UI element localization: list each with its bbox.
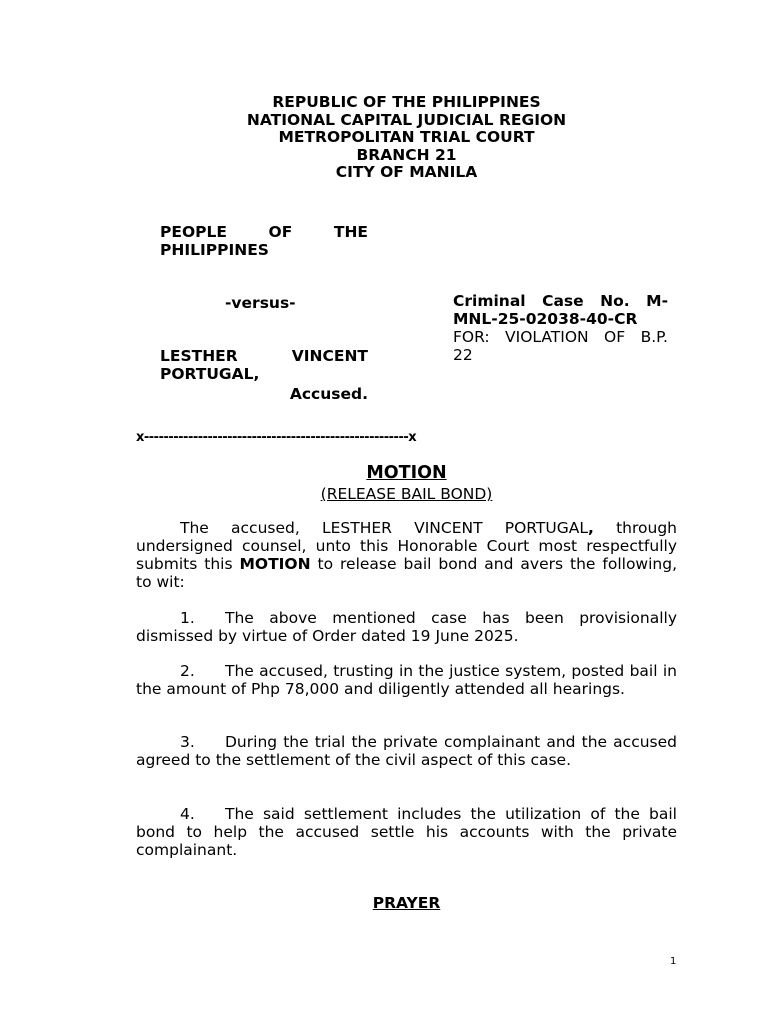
accused-role: Accused. <box>289 385 368 403</box>
intro-paragraph: The accused, LESTHER VINCENT PORTUGAL, through undersigned counsel, unto this Honorable Court most respectfully submits this MOTION to release bail bond and avers the following, to wit: <box>136 519 677 591</box>
case-charge-line2: 22 <box>453 346 473 364</box>
versus-label: -versus- <box>225 294 296 312</box>
list-item: 2. The accused, trusting in the justice system, posted bail in the amount of Php 78,000 and diligently attended all hearings. <box>136 662 677 698</box>
page-number: 1 <box>670 956 677 967</box>
prayer-heading: PRAYER <box>372 894 441 912</box>
document-title <box>0 462 768 504</box>
court-header <box>0 94 768 182</box>
header-republic: REPUBLIC OF THE PHILIPPINES <box>272 93 541 111</box>
caption-divider: x------------------------------------------------------x <box>136 430 417 445</box>
list-item: 1. The above mentioned case has been provisionally dismissed by virtue of Order dated 19 June 2025. <box>136 609 677 645</box>
header-court: METROPOLITAN TRIAL COURT <box>278 128 535 147</box>
plaintiff-name: PEOPLE OF THE PHILIPPINES <box>160 223 368 259</box>
list-item: 3. During the trial the private complainant and the accused agreed to the settlement of the civil aspect of this case. <box>136 733 677 769</box>
header-branch: BRANCH 21 <box>356 145 457 164</box>
list-item: 4. The said settlement includes the utilization of the bail bond to help the accused settle his accounts with the private complainant. <box>136 805 677 859</box>
header-city: CITY OF MANILA <box>335 163 478 182</box>
header-region: NATIONAL CAPITAL JUDICIAL REGION <box>246 110 567 129</box>
case-charge-line1: FOR: VIOLATION OF B.P. <box>453 328 668 346</box>
accused-name: LESTHER VINCENT PORTUGAL, Accused. <box>160 347 368 403</box>
motion-subtitle: (RELEASE BAIL BOND) <box>320 485 493 503</box>
case-details <box>453 292 668 364</box>
motion-title: MOTION <box>366 463 447 483</box>
case-number-line2: MNL-25-02038-40-CR <box>453 310 638 328</box>
case-number-line1: Criminal Case No. M- <box>453 292 668 310</box>
